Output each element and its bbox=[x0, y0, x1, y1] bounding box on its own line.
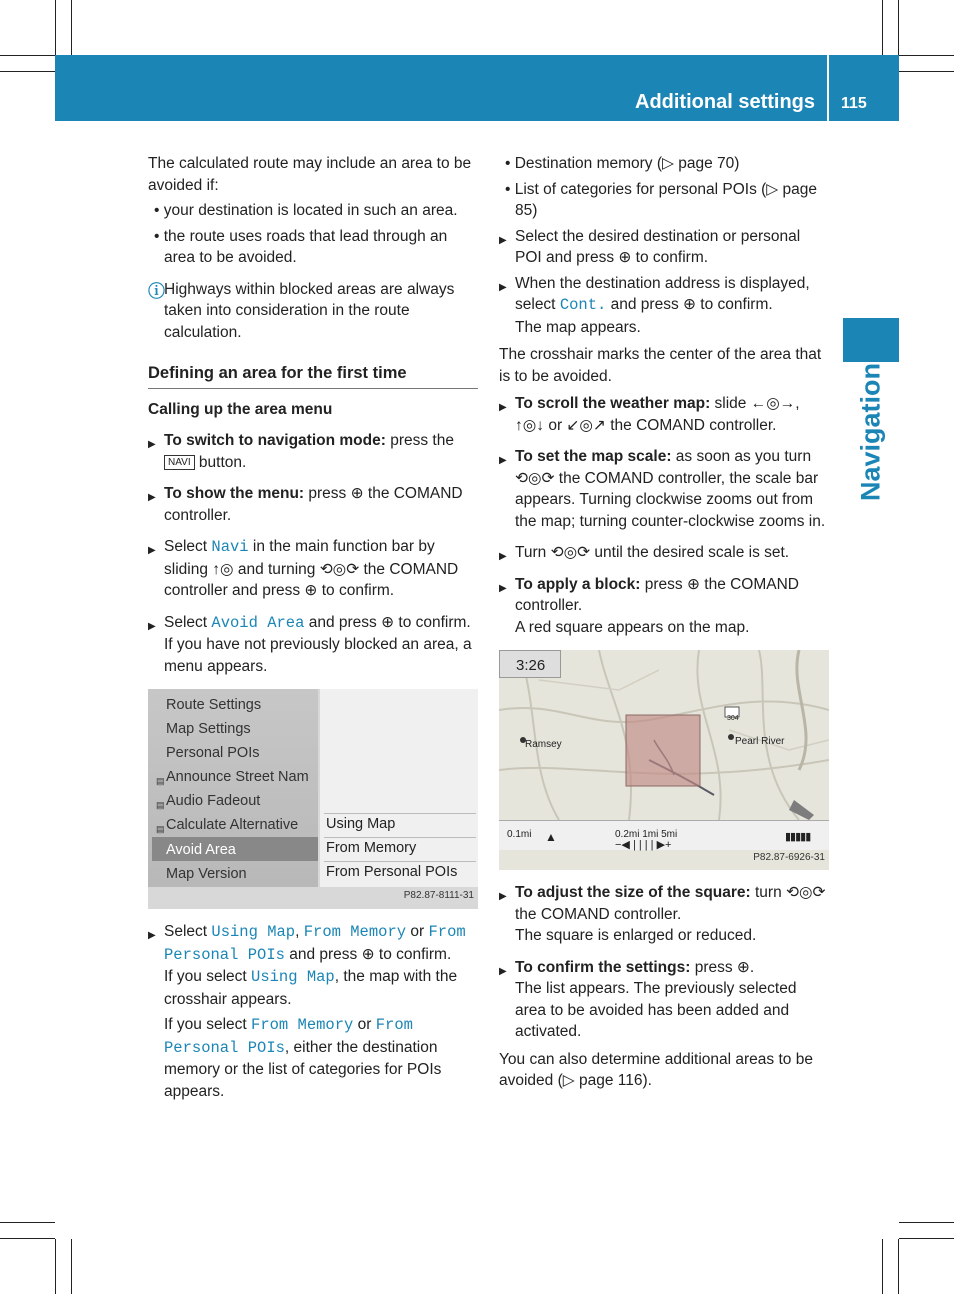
step-title: To show the menu: bbox=[164, 485, 305, 502]
menu-option-icon: ▤ bbox=[156, 776, 165, 786]
menu-term: Navi bbox=[211, 538, 249, 556]
navi-button-icon: NAVI bbox=[164, 455, 195, 470]
step-text: press ⊕ the COMAND controller. bbox=[164, 485, 463, 524]
step-item bbox=[499, 574, 829, 639]
step-text: , either the destination memory or the list of categories for POIs appears. bbox=[164, 1038, 442, 1100]
menu-item-selected: Avoid Area bbox=[166, 842, 236, 858]
side-tab bbox=[843, 318, 899, 362]
step-result: A red square appears on the map. bbox=[515, 618, 750, 636]
step-item bbox=[148, 612, 478, 678]
step-item bbox=[499, 446, 829, 532]
step-text: Select bbox=[164, 538, 212, 555]
clock-display: 3:26 bbox=[499, 650, 561, 678]
figure-caption: P82.87-6926-31 bbox=[753, 851, 825, 863]
step-text: press the bbox=[385, 432, 454, 449]
map-screenshot bbox=[499, 650, 829, 870]
step-text: or bbox=[353, 1016, 376, 1033]
crop-mark bbox=[0, 55, 55, 56]
menu-term: From Personal POIs bbox=[164, 1016, 413, 1057]
crop-mark bbox=[0, 1222, 55, 1223]
step-text: When the destination address is displayed, select bbox=[515, 274, 810, 313]
north-arrow-icon: ▲ bbox=[545, 830, 557, 844]
bullet-item: • the route uses roads that lead through an area to be avoided. bbox=[154, 227, 448, 266]
crop-mark bbox=[71, 1239, 72, 1294]
step-text: slide ←◎→, ↑◎↓ or ↙◎↗ the COMAND controller. bbox=[515, 395, 800, 434]
crop-mark bbox=[0, 71, 55, 72]
step-title: To adjust the size of the square: bbox=[515, 884, 751, 901]
step-result: The square is enlarged or reduced. bbox=[515, 927, 757, 944]
step-text: If you select bbox=[164, 1016, 252, 1033]
info-icon: ⓘ bbox=[148, 281, 165, 301]
step-item bbox=[148, 921, 478, 1102]
section-heading: Defining an area for the first time bbox=[148, 363, 478, 389]
step-text: If you select bbox=[164, 968, 252, 985]
crop-mark bbox=[71, 0, 72, 55]
bullet-item: • Destination memory (▷ page 70) bbox=[505, 155, 740, 172]
step-text: button. bbox=[194, 453, 247, 471]
crop-mark bbox=[899, 1222, 954, 1223]
step-text: in the main function bar by sliding ↑◎ and turning ⟲◎⟳ the COMAND controller and press ⊕ to confirm. bbox=[164, 538, 459, 599]
menu-term: From Personal POIs bbox=[164, 923, 466, 964]
figure-caption: P82.87-8111-31 bbox=[403, 889, 474, 901]
crop-mark bbox=[899, 71, 954, 72]
menu-item: Calculate Alternative bbox=[166, 817, 299, 833]
menu-term: Using Map bbox=[251, 968, 335, 986]
step-title: To switch to navigation mode: bbox=[164, 432, 386, 449]
step-text: press ⊕. bbox=[690, 958, 755, 976]
map-scale-bar bbox=[499, 820, 829, 850]
step-text: turn ⟲◎⟳ the COMAND controller. bbox=[515, 884, 826, 923]
submenu-item: From Personal POIs bbox=[324, 861, 476, 884]
left-column bbox=[148, 153, 478, 1102]
menu-term: From Memory bbox=[303, 923, 407, 941]
step-result: If you have not previously blocked an area, a menu appears. bbox=[164, 636, 472, 675]
right-column bbox=[499, 153, 829, 1092]
crop-mark bbox=[898, 1239, 899, 1294]
submenu-item: From Memory bbox=[324, 837, 476, 860]
menu-item: Map Settings bbox=[166, 721, 251, 737]
step-title: To confirm the settings: bbox=[515, 958, 691, 976]
page-number: 115 bbox=[841, 95, 867, 112]
menu-item: Audio Fadeout bbox=[166, 793, 261, 809]
scale-value: 0.1mi bbox=[507, 829, 532, 840]
bullet-item: • List of categories for personal POIs (▷ page 85) bbox=[505, 180, 817, 219]
header-divider bbox=[827, 55, 829, 121]
menu-term: Avoid Area bbox=[211, 613, 305, 632]
step-text: and press ⊕ to confirm. bbox=[606, 296, 773, 313]
step-text: as soon as you turn ⟲◎⟳ the COMAND controller, the scale bar appears. Turning clockwise zooms out from the map; turning counter-clockwise zooms in. bbox=[515, 448, 826, 530]
info-note bbox=[148, 279, 478, 344]
zoom-slider-icon: −◀ | | | | ▶+ bbox=[615, 839, 672, 851]
body-text: You can also determine additional areas to be avoided (▷ page 116). bbox=[499, 1050, 813, 1089]
crop-mark bbox=[882, 0, 883, 55]
step-title: To set the map scale: bbox=[515, 448, 672, 465]
sub-heading: Calling up the area menu bbox=[148, 400, 333, 418]
step-item bbox=[499, 393, 829, 436]
submenu-item: Using Map bbox=[324, 813, 476, 836]
chapter-label: Navigation bbox=[855, 362, 886, 502]
step-text: and press ⊕ to confirm. bbox=[284, 945, 452, 963]
menu-term: From Memory bbox=[251, 1016, 354, 1034]
crop-mark bbox=[899, 55, 954, 56]
page-header bbox=[55, 55, 899, 121]
step-text: , bbox=[295, 923, 304, 940]
menu-item: Route Settings bbox=[166, 697, 262, 713]
crop-mark bbox=[0, 1238, 55, 1239]
menu-item: Personal POIs bbox=[166, 745, 260, 761]
info-text: Highways within blocked areas are always taken into consideration in the route calculation. bbox=[164, 280, 455, 341]
step-text: or bbox=[406, 923, 429, 940]
map-place-label: Pearl River bbox=[735, 736, 785, 747]
section-title: Additional settings bbox=[635, 91, 815, 113]
step-title: To apply a block: bbox=[515, 575, 641, 593]
intro-text: The calculated route may include an area to be avoided if: bbox=[148, 155, 472, 194]
step-item bbox=[499, 957, 829, 1043]
step-item bbox=[499, 273, 829, 339]
step-item: ▶ Select the desired destination or personal POI and press ⊕ to confirm. bbox=[499, 226, 829, 269]
step-text: and press ⊕ to confirm. bbox=[304, 613, 471, 631]
menu-option-icon: ▤ bbox=[156, 800, 165, 810]
crop-mark bbox=[882, 1239, 883, 1294]
step-text: Select bbox=[164, 613, 212, 631]
avoid-area-menu-screenshot bbox=[148, 689, 478, 909]
step-result: The map appears. bbox=[515, 318, 641, 336]
menu-item: Announce Street Nam bbox=[166, 769, 309, 785]
crop-mark bbox=[898, 0, 899, 55]
step-text: press ⊕ the COMAND controller. bbox=[515, 575, 800, 614]
signal-bars-icon: ▮▮▮▮▮ bbox=[785, 831, 811, 843]
step-item bbox=[148, 536, 478, 602]
menu-item: Map Version bbox=[166, 866, 247, 882]
bullet-item: • your destination is located in such an area. bbox=[154, 202, 458, 219]
step-result: The list appears. The previously selected area to be avoided has been added and activated. bbox=[515, 980, 797, 1040]
map-place-label: Ramsey bbox=[525, 739, 562, 750]
menu-term: Cont. bbox=[559, 296, 607, 314]
step-text: Select bbox=[164, 923, 212, 940]
menu-term: Using Map bbox=[211, 923, 296, 941]
body-text: The crosshair marks the center of the area that is to be avoided. bbox=[499, 346, 822, 385]
crop-mark bbox=[55, 1239, 56, 1294]
step-item bbox=[148, 483, 478, 526]
crop-mark bbox=[55, 0, 56, 55]
submenu-panel bbox=[320, 689, 478, 887]
road-shield: 304 bbox=[727, 715, 739, 722]
menu-option-icon: ▤ bbox=[156, 824, 165, 834]
scale-marks: 0.2mi 1mi 5mi bbox=[615, 829, 678, 840]
step-item: ▶ Turn ⟲◎⟳ until the desired scale is set. bbox=[499, 542, 829, 564]
step-text: , the map with the crosshair appears. bbox=[164, 968, 458, 1008]
crop-mark bbox=[899, 1238, 954, 1239]
step-item bbox=[148, 430, 478, 473]
step-item bbox=[499, 882, 829, 947]
step-title: To scroll the weather map: bbox=[515, 395, 711, 412]
